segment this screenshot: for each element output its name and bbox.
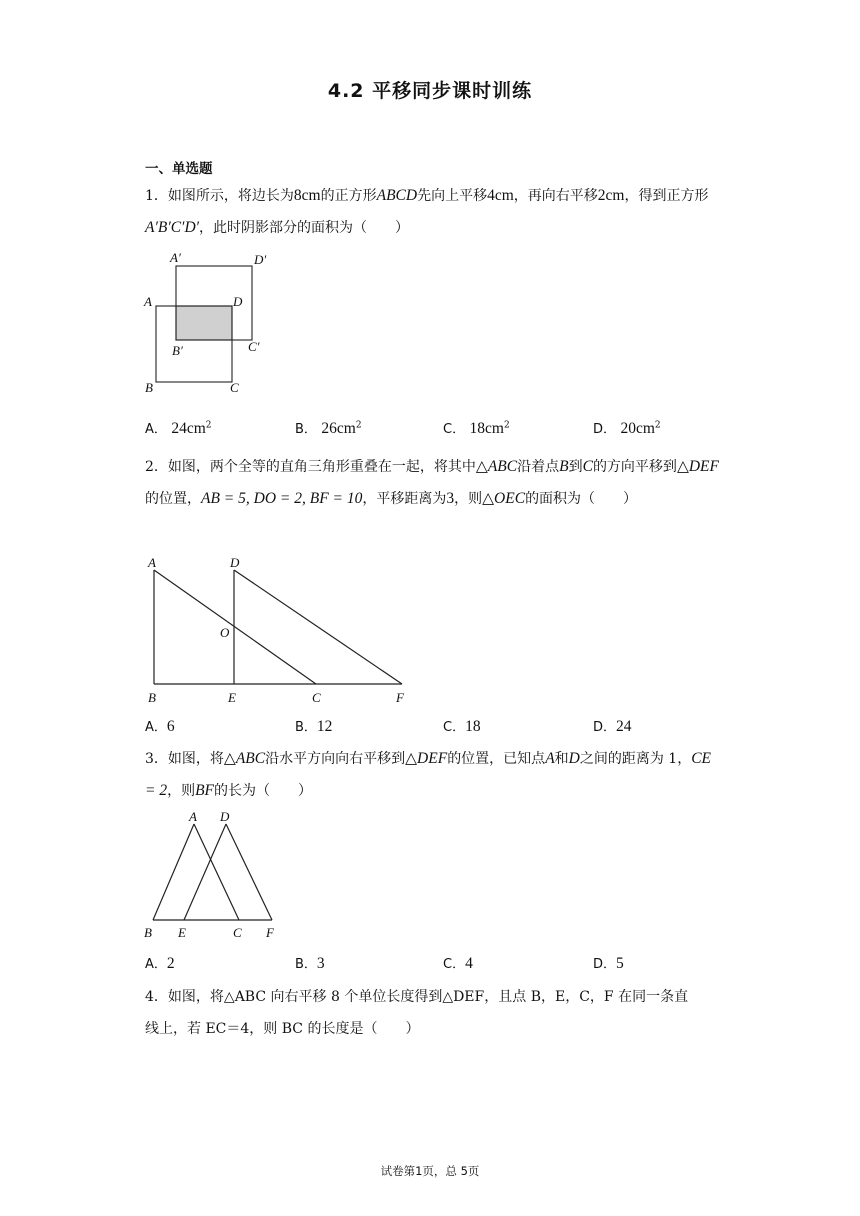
point-label: A: [189, 809, 197, 824]
point-label: A′: [170, 250, 181, 265]
segment-ab: [153, 824, 194, 920]
math-symbol: △DEF: [676, 458, 719, 475]
point-label: B: [148, 690, 156, 705]
question-number: 2．: [145, 459, 168, 475]
option-b[interactable]: B．12: [295, 718, 333, 735]
point-label: A: [148, 555, 156, 570]
math-expression: AB = 5, DO = 2, BF = 10: [201, 490, 363, 507]
question-text: 到: [568, 459, 583, 475]
point-label: F: [266, 925, 274, 940]
question-text: 之间的距离为 1，: [579, 751, 692, 767]
option-c[interactable]: C． $18cm^2$: [443, 420, 510, 437]
option-a[interactable]: A．6: [145, 718, 175, 735]
question-text: ，则: [167, 783, 196, 799]
option-b[interactable]: B． $26cm^2$: [295, 420, 362, 437]
question-2: [145, 451, 720, 515]
point-label: E: [228, 690, 236, 705]
question-text: 如图所示，将边长为: [167, 188, 294, 204]
shaded-overlap: [176, 306, 232, 340]
math-value: 2cm: [597, 187, 625, 204]
question-text: 沿水平方向向右平移到: [265, 751, 406, 767]
segment-de: [184, 824, 226, 920]
question-text: 线上，若 EC＝4，则 BC 的长度是（ ）: [145, 1021, 420, 1037]
question-text: 的方向平移到: [592, 459, 677, 475]
question-text: 的位置，: [145, 491, 201, 507]
math-expression: CE = 2: [145, 750, 712, 799]
math-symbol: ABCD: [376, 187, 418, 204]
point-label: C: [230, 380, 239, 395]
point-label: D: [230, 555, 240, 570]
point-label: E: [178, 925, 186, 940]
question-text: ，再向右平移: [513, 188, 598, 204]
point-label: D: [220, 809, 230, 824]
question-1: [145, 180, 720, 244]
question-text: ，则: [454, 491, 483, 507]
segment-df: [234, 570, 402, 684]
option-d[interactable]: D．24: [593, 718, 632, 735]
question-text: 的位置，已知点: [447, 751, 546, 767]
question-text: 的面积为（ ）: [525, 491, 638, 507]
option-c[interactable]: C．18: [443, 718, 481, 735]
option-d[interactable]: D．5: [593, 955, 624, 972]
math-symbol: △ABC: [223, 750, 266, 767]
question-text: ，平移距离为: [362, 491, 447, 507]
math-symbol: B: [559, 458, 569, 475]
figure-q3-triangles: [140, 806, 290, 942]
math-symbol: A′B′C′D′: [145, 219, 200, 236]
question-text: 先向上平移: [417, 188, 488, 204]
option-c[interactable]: C．4: [443, 955, 473, 972]
math-symbol: △DEF: [405, 750, 448, 767]
section-heading: 一、单选题: [145, 161, 213, 177]
figure-q1-squares: [140, 250, 280, 400]
point-label: C: [233, 925, 242, 940]
math-symbol: A: [545, 750, 555, 767]
option-a[interactable]: A．2: [145, 955, 175, 972]
point-label: C′: [248, 339, 260, 354]
option-b[interactable]: B．3: [295, 955, 325, 972]
question-text: ，得到正方形: [624, 188, 709, 204]
question-text: 沿着点: [517, 459, 560, 475]
question-number: 3．: [145, 751, 168, 767]
question-text: ，此时阴影部分的面积为（ ）: [199, 220, 410, 236]
question-3: [145, 743, 720, 807]
question-text: 如图，将: [167, 751, 224, 767]
page-title: 4.2 平移同步课时训练: [327, 80, 533, 102]
math-symbol: △OEC: [482, 490, 526, 507]
point-label: A: [144, 294, 152, 309]
point-label: C: [312, 690, 321, 705]
math-symbol: BF: [195, 782, 215, 799]
question-text: 和: [554, 751, 569, 767]
question-text: 的正方形: [320, 188, 377, 204]
question-text: 如图，两个全等的直角三角形重叠在一起，将其中: [167, 459, 476, 475]
point-label: B: [144, 925, 152, 940]
figure-q2-triangles: [140, 552, 420, 712]
math-symbol: D: [568, 750, 580, 767]
point-label: O: [220, 625, 230, 640]
point-label: D′: [254, 252, 267, 267]
point-label: B′: [172, 343, 183, 358]
point-label: B: [145, 380, 153, 395]
math-symbol: △ABC: [475, 458, 518, 475]
question-4: [145, 981, 720, 1045]
math-value: 8cm: [293, 187, 321, 204]
question-number: 4．: [145, 989, 168, 1005]
page-footer: 试卷第1页，总 5页: [380, 1164, 480, 1178]
math-value: 4cm: [487, 187, 514, 204]
option-a[interactable]: A． $24cm^2$: [145, 420, 212, 437]
question-text: 的长为（ ）: [214, 783, 313, 799]
option-d[interactable]: D． $20cm^2$: [593, 420, 661, 437]
math-value: 3: [446, 490, 455, 507]
question-text: 如图，将△ABC 向右平移 8 个单位长度得到△DEF，且点 B，E，C，F 在同一条直: [167, 989, 689, 1005]
math-symbol: C: [582, 458, 593, 475]
segment-ac: [154, 570, 316, 684]
point-label: F: [396, 690, 404, 705]
question-number: 1．: [145, 188, 168, 204]
point-label: D: [233, 294, 243, 309]
